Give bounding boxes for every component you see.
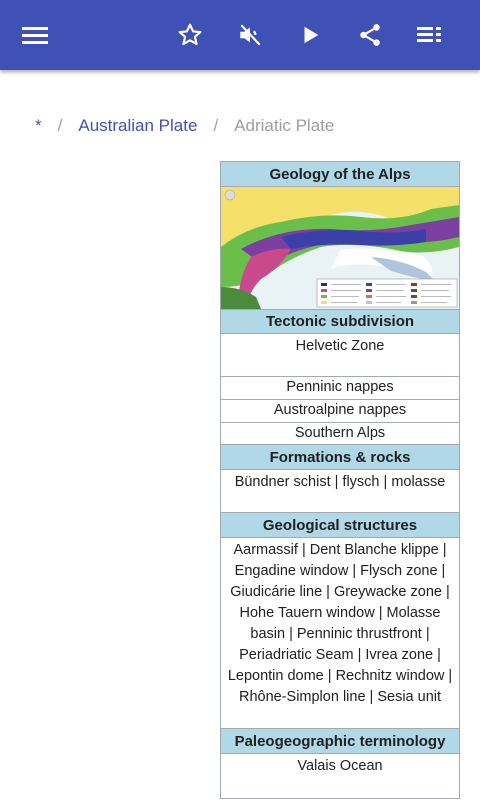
paleogeographic-terminology-header[interactable]: Paleogeographic terminology: [221, 728, 459, 753]
breadcrumb-root[interactable]: *: [35, 116, 42, 135]
share-icon[interactable]: [350, 15, 390, 55]
geological-structures-list[interactable]: Aarmassif | Dent Blanche klippe | Engadine window | Flysch zone | Giudicárie line | Greywacke zone | Hohe Tauern window | Molasse basin | Penninic thrustfront | Periadriatic Seam | Ivrea zone | Lepontin dome | Rechnitz window | Rhône-Simplon line | Sesia unit: [221, 537, 459, 728]
infobox-geology-alps: [220, 161, 460, 799]
breadcrumb-separator: /: [57, 116, 63, 135]
infobox-title[interactable]: Geology of the Alps: [221, 162, 459, 186]
play-icon[interactable]: [290, 15, 330, 55]
tectonic-subdivision-header[interactable]: Tectonic subdivision: [221, 309, 459, 333]
tectonic-item[interactable]: Austroalpine nappes: [221, 399, 459, 422]
geological-structures-header[interactable]: Geological structures: [221, 512, 459, 537]
playlist-icon[interactable]: [410, 15, 450, 55]
tectonic-item[interactable]: Helvetic Zone: [221, 333, 459, 376]
star-outline-icon[interactable]: [170, 15, 210, 55]
breadcrumb: [35, 114, 334, 138]
breadcrumb-parent[interactable]: Australian Plate: [78, 116, 198, 135]
tectonic-item[interactable]: Penninic nappes: [221, 376, 459, 399]
breadcrumb-current: Adriatic Plate: [234, 116, 335, 135]
alps-geology-map-image[interactable]: [221, 186, 459, 309]
app-toolbar: [0, 0, 480, 70]
formations-rocks-header[interactable]: Formations & rocks: [221, 444, 459, 469]
formations-rocks-list[interactable]: Bündner schist | flysch | molasse: [221, 469, 459, 512]
volume-off-icon[interactable]: [230, 15, 270, 55]
menu-icon[interactable]: [15, 15, 55, 55]
tectonic-item[interactable]: Southern Alps: [221, 422, 459, 444]
paleogeographic-terminology-item[interactable]: Valais Ocean: [221, 753, 459, 798]
breadcrumb-separator: /: [213, 116, 219, 135]
